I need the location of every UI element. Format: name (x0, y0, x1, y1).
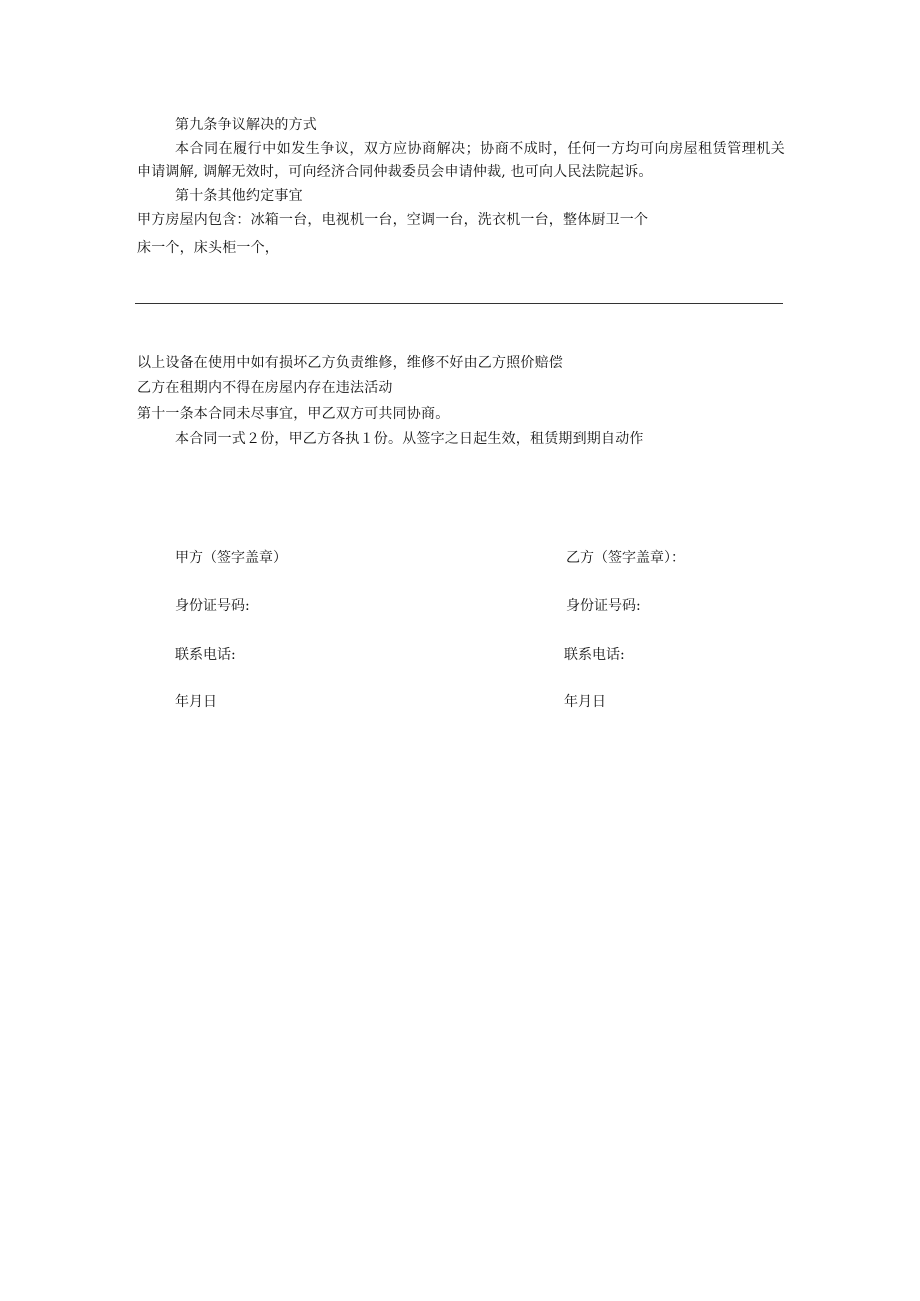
equipment-clause: 以上设备在使用中如有损坏乙方负责维修，维修不好由乙方照价赔偿 (137, 355, 563, 371)
party-b-phone-label: 联系电话: (564, 647, 625, 663)
party-a-phone-label: 联系电话: (175, 647, 236, 663)
copies-clause: 本合同一式２份，甲乙方各执１份。从签字之日起生效，租赁期到期自动作 (175, 431, 644, 447)
article-9-body: 本合同在履行中如发生争议，双方应协商解决；协商不成时，任何一方均可向房屋租赁管理机关申请调解, 调解无效时，可向经济合同仲裁委员会申请仲裁, 也可向人民法院起诉。 (137, 141, 785, 180)
party-a-date-label: 年月日 (175, 694, 217, 710)
article-11: 第十一条本合同未尽事宜，甲乙双方可共同协商。 (137, 406, 450, 422)
party-b-id-label: 身份证号码: (566, 598, 641, 614)
article-9-heading: 第九条争议解决的方式 (175, 117, 317, 133)
party-a-id-label: 身份证号码: (175, 598, 250, 614)
party-b-title: 乙方（签字盖章）： (566, 550, 685, 566)
article-10-line-2: 床一个，床头柜一个， (137, 240, 279, 256)
illegal-activity-clause: 乙方在租期内不得在房屋内存在违法活动 (137, 380, 393, 396)
article-10-heading: 第十条其他约定事宜 (175, 188, 303, 204)
section-divider (135, 303, 783, 304)
party-a-title: 甲方（签字盖章） (175, 550, 287, 566)
article-10-line-1: 甲方房屋内包含：冰箱一台，电视机一台，空调一台，洗衣机一台，整体厨卫一个 (137, 212, 649, 228)
party-b-date-label: 年月日 (564, 694, 606, 710)
